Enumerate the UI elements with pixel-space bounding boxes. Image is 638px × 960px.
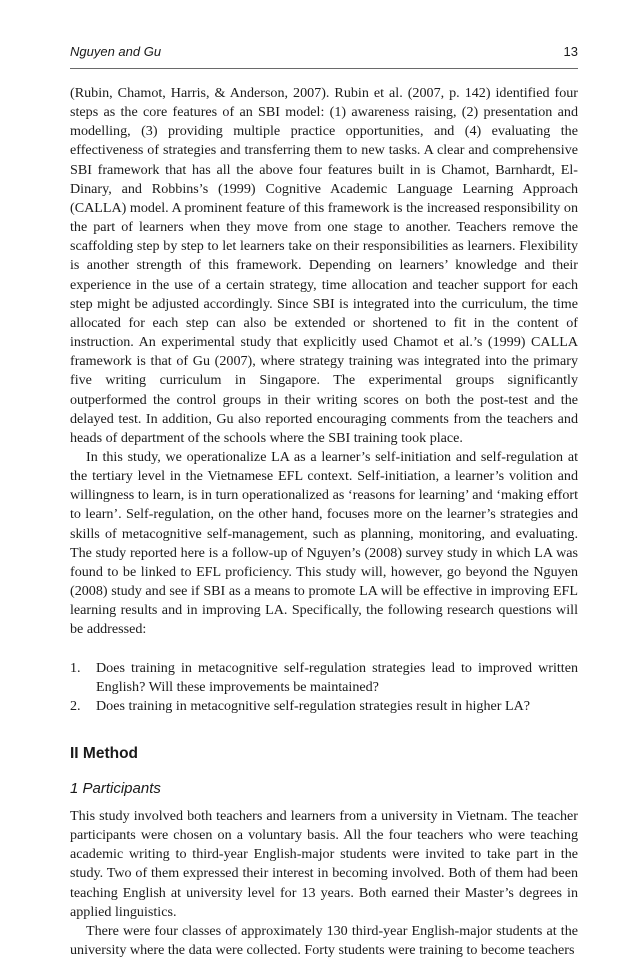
subsection-heading: 1 Participants [70,780,161,797]
question-text: Does training in metacognitive self-regulation strategies result in higher LA? [96,697,531,714]
paragraph-participants-students: There were four classes of approximately 130 third-year English-major students at the university where the data were collected. Forty students were training to become teachers [70,922,578,959]
research-questions-list [70,659,578,716]
paragraph-operationalize-la: In this study, we operationalize LA as a learner’s self-initiation and self-regulation at the tertiary level in the Vietnamese EFL context. Self-initiation, a learner’s volition and willingness to learn, is in turn operationalized as ‘reasons for learning’ and ‘making effort to learn’. Self-regulation, on the other hand, focuses more on the learner’s strategies and skills of metacognitive self-management, such as planning, monitoring, and evaluating. The study reported here is a follow-up of Nguyen’s (2008) survey study in which LA was found to be linked to EFL proficiency. This study will, however, go beyond the Nguyen (2008) study and see if SBI as a means to promote LA will be effective in improving EFL learning results and in improving LA. Specifically, the following research questions will be addressed: [70,448,578,638]
research-question-item [70,697,578,716]
page-body [70,84,578,960]
section-heading: II Method [70,745,139,762]
page-header [70,44,578,62]
page-number: 13 [563,44,578,59]
research-question-item [70,659,578,697]
header-rule [70,68,578,69]
running-head: Nguyen and Gu [70,44,162,59]
question-number: 1. [70,659,81,676]
paragraph-participants-teachers: This study involved both teachers and learners from a university in Vietnam. The teacher participants were chosen on a voluntary basis. All the four teachers who were teaching academic writing to third-year English-major students were invited to take part in the study. Two of them expressed their interest in becoming involved. Both of them had been teaching English at university level for 13 years. Both earned their Master’s degrees in applied linguistics. [70,808,578,920]
question-number: 2. [70,697,81,714]
paragraph-sbi-framework: (Rubin, Chamot, Harris, & Anderson, 2007). Rubin et al. (2007, p. 142) identified four steps as the core features of an SBI model: (1) awareness raising, (2) presentation and modelling, (3) providing multiple practice opportunities, and (4) evaluating the effectiveness of strategies and transferring them to new tasks. A clear and comprehensive SBI framework that has all the above four features built in is Chamot, Barnhardt, El-Dinary, and Robbins’s (1999) Cognitive Academic Language Learning Approach (CALLA) model. A prominent feature of this framework is the increased responsibility on the part of learners when they move from one stage to another. Teachers remove the scaffolding step by step to let learners take on their responsibilities as learners. Flexibility is another strength of this framework. Depending on learners’ knowledge and their experience in the use of a certain strategy, time allocation and teacher support for each step might be adjusted accordingly. Since SBI is integrated into the curriculum, the time allocated for each step can also be extended or shortened to fit in the content of instruction. An experimental study that explicitly used Chamot et al.’s (1999) CALLA framework is that of Gu (2007), where strategy training was integrated into the primary five writing curriculum in Singapore. The experimental groups significantly outperformed the control groups in their writing scores on both the post-test and the delayed test. In addition, Gu also reported encouraging comments from the teachers and heads of department of the schools where the SBI training took place. [70,85,578,446]
question-text: Does training in metacognitive self-regulation strategies lead to improved written English? Will these improvements be maintained? [96,659,578,695]
